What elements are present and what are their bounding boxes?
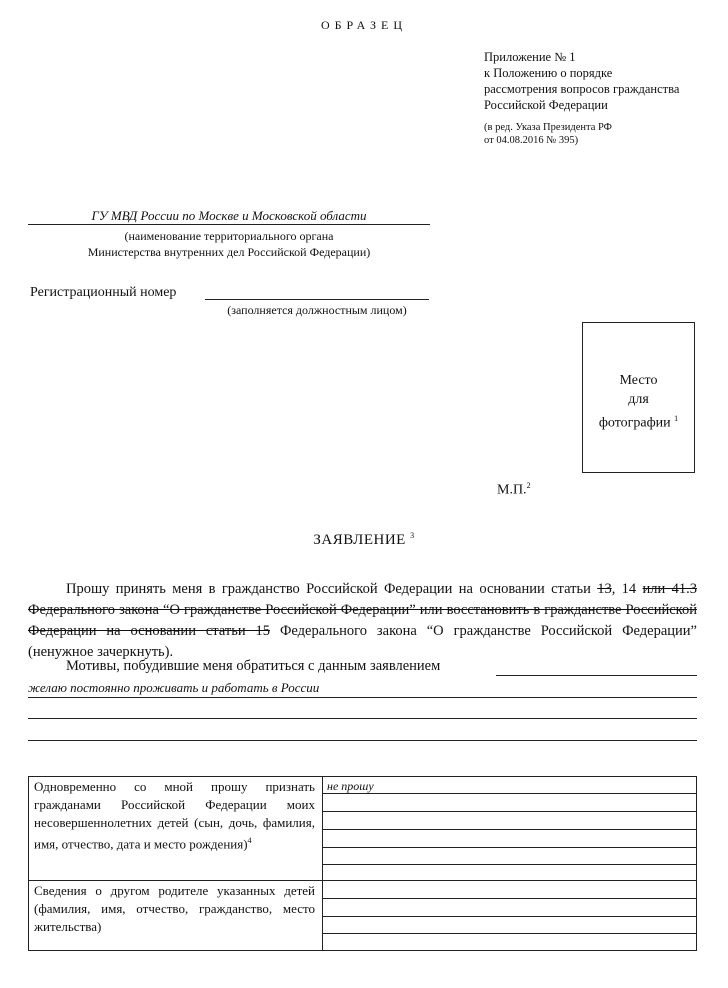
- paragraph-text: Прошу принять меня в гражданство Российской Федерации на основании статьи: [66, 581, 598, 597]
- registration-number-label: Регистрационный номер: [30, 285, 177, 300]
- edition-note-line: от 04.08.2016 № 395): [484, 135, 579, 146]
- motives-label: Мотивы, побудившие меня обратиться с данным заявлением: [66, 658, 441, 674]
- answer-line: [322, 829, 697, 830]
- answer-line: [28, 740, 697, 741]
- cell-label-text: Одновременно со мной прошу признать гражданами Российской Федерации моих несовершеннолетних детей (сын, дочь, фамилия, имя, отчество, дата и место рождения): [34, 779, 315, 852]
- title-text: ЗАЯВЛЕНИЕ: [313, 532, 406, 548]
- edition-note-line: (в ред. Указа Президента РФ: [484, 122, 612, 133]
- answer-line: [322, 847, 697, 848]
- answer-line: [28, 718, 697, 719]
- photo-text-line: Место: [619, 373, 658, 388]
- struck-text: или 41.3 Федерального закона “О гражданстве Российской Федерации” или восстановить в гражданстве Российской Федерации на основании статьи 15: [28, 581, 697, 639]
- stamp-place: [497, 481, 531, 499]
- application-paragraph: [28, 579, 697, 663]
- footnote-marker: 1: [674, 414, 679, 423]
- paragraph-text: Федерального закона “О гражданстве Российской Федерации” (ненужное зачеркнуть).: [28, 623, 697, 660]
- answer-line: [322, 916, 697, 917]
- answer-line: [322, 898, 697, 899]
- other-parent-label: Сведения о другом родителе указанных детей (фамилия, имя, отчество, гражданство, место жительства): [34, 883, 315, 934]
- footnote-marker: 4: [247, 836, 252, 845]
- organization-caption: [28, 228, 430, 260]
- answer-line: [322, 864, 697, 865]
- photo-text-line: для: [628, 392, 649, 407]
- stamp-label: М.П.: [497, 482, 527, 498]
- document-title: [0, 531, 728, 549]
- appendix-line: к Положению о порядке: [484, 66, 613, 80]
- photo-placeholder-text: [582, 371, 695, 433]
- children-request-answer[interactable]: не прошу: [327, 779, 374, 793]
- organization-underline: [28, 224, 430, 225]
- registration-number-field[interactable]: [205, 299, 429, 300]
- answer-line: [28, 697, 697, 698]
- caption-line: (наименование территориального органа: [124, 229, 334, 243]
- appendix-line: рассмотрения вопросов гражданства: [484, 82, 680, 96]
- answer-line: [322, 933, 697, 934]
- footnote-marker: 3: [410, 531, 415, 540]
- sample-label: ОБРАЗЕЦ: [320, 18, 408, 32]
- footnote-marker: 2: [526, 481, 531, 490]
- appendix-reference: [484, 49, 719, 113]
- appendix-line: Российской Федерации: [484, 98, 608, 112]
- appendix-edition-note: [484, 121, 719, 147]
- motives-answer-field[interactable]: желаю постоянно проживать и работать в России: [28, 680, 320, 695]
- photo-text-line: [582, 409, 695, 433]
- motives-underline: [496, 675, 697, 676]
- appendix-line: Приложение № 1: [484, 50, 576, 64]
- struck-text: 13: [597, 581, 612, 597]
- photo-text-word: фотографии: [598, 415, 671, 431]
- paragraph-text: , 14: [611, 581, 643, 597]
- table-row-divider: [28, 880, 697, 881]
- organization-name-field[interactable]: ГУ МВД России по Москве и Московской области: [91, 208, 367, 223]
- registration-number-caption: (заполняется должностным лицом): [227, 303, 407, 317]
- caption-line: Министерства внутренних дел Российской Федерации): [87, 245, 371, 259]
- children-request-label: [34, 778, 315, 853]
- answer-line: [322, 793, 697, 794]
- answer-line: [322, 811, 697, 812]
